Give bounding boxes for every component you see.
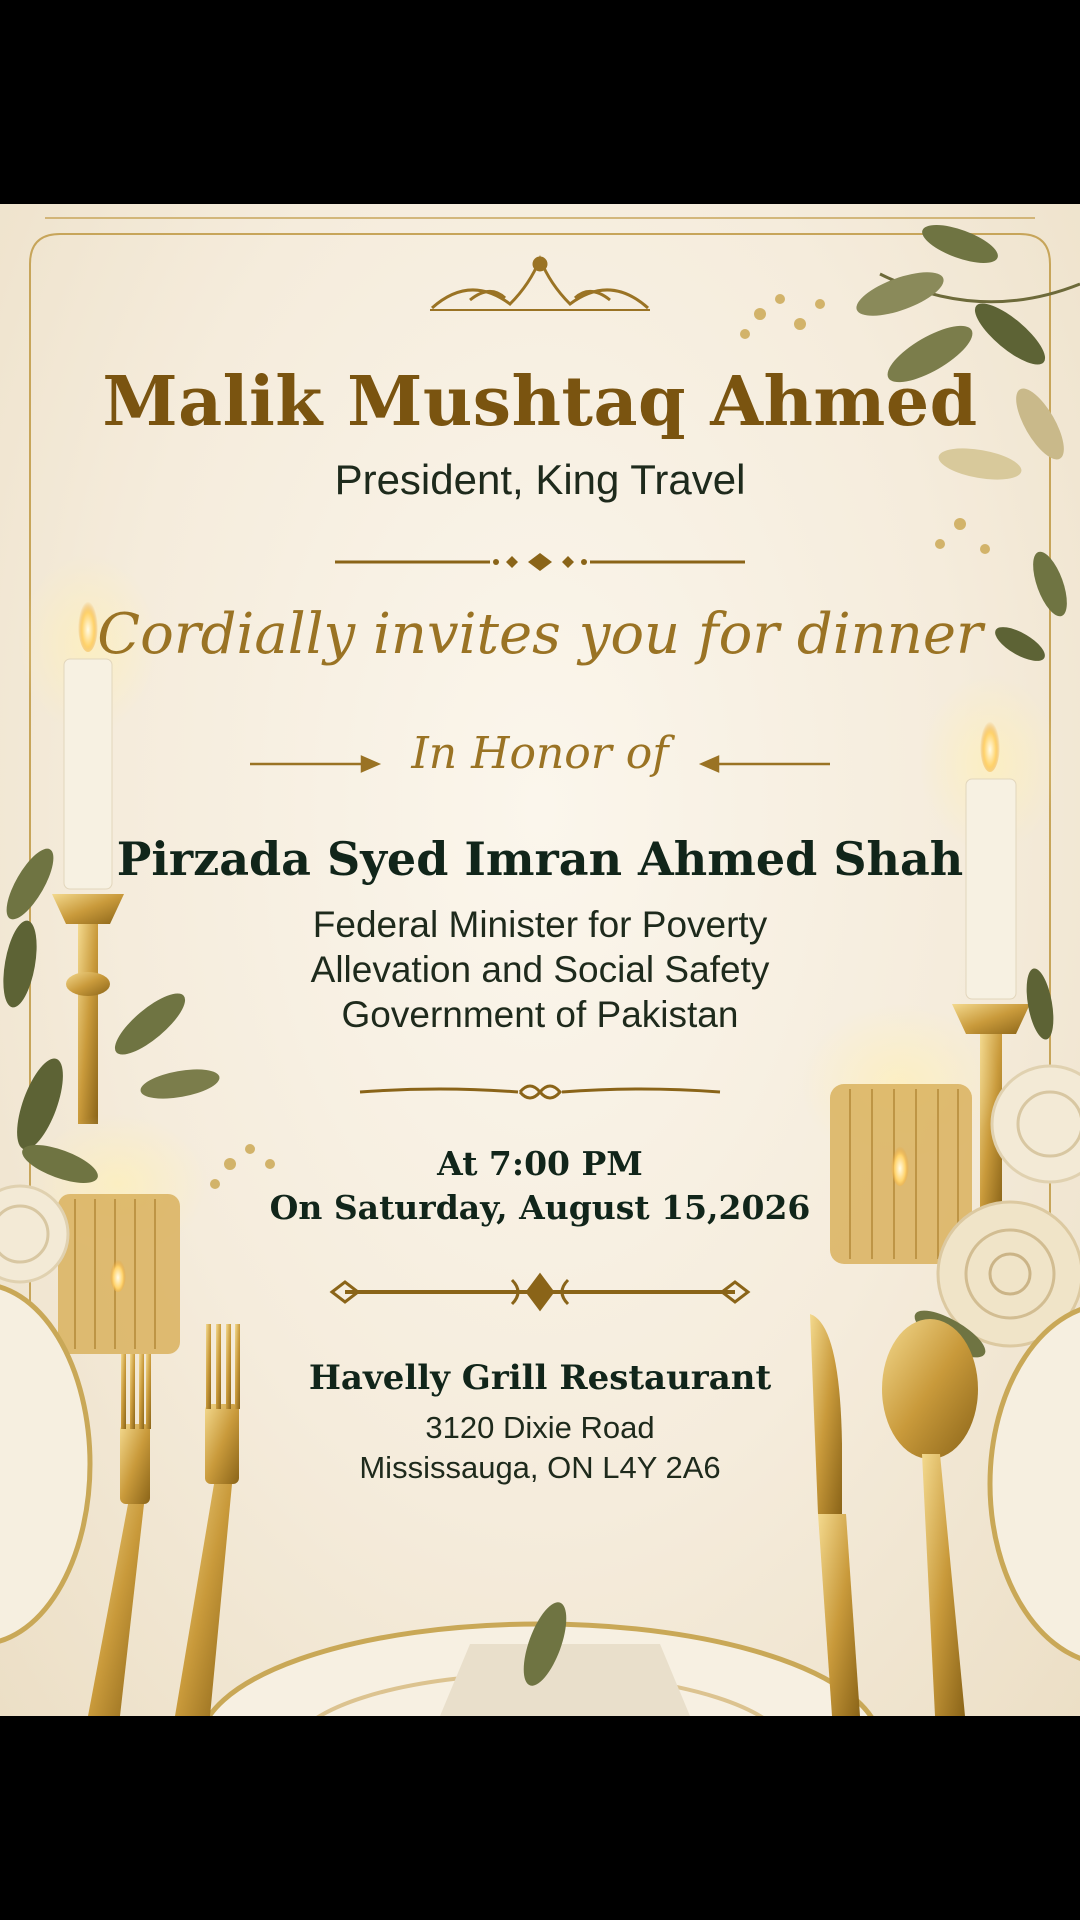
guest-title-line: Government of Pakistan [341,994,739,1035]
divider-diamond-icon [335,553,745,571]
leaves-top-right-icon [740,217,1080,667]
host-title: President, King Travel [334,456,746,503]
divider-ornate-icon [332,1276,748,1308]
honor-line: In Honor of [411,728,669,779]
venue-address-line: 3120 Dixie Road [425,1410,655,1445]
invitation-line: Cordially invites you for dinner [97,602,983,667]
divider-scroll-icon [360,1086,720,1098]
invitation-card [0,204,1080,1716]
event-date: On Saturday, August 15,2026 [269,1188,811,1227]
venue-name: Havelly Grill Restaurant [308,1358,772,1398]
guest-title-line: Allevation and Social Safety [310,949,770,990]
event-time: At 7:00 PM [437,1144,643,1183]
guest-title-line: Federal Minister for Poverty [312,904,768,945]
venue-address-line: Mississauga, ON L4Y 2A6 [359,1450,721,1485]
host-name: Malik Mushtaq Ahmed [102,362,978,442]
top-flourish-icon [430,258,650,310]
guest-name: Pirzada Syed Imran Ahmed Shah [116,832,964,886]
